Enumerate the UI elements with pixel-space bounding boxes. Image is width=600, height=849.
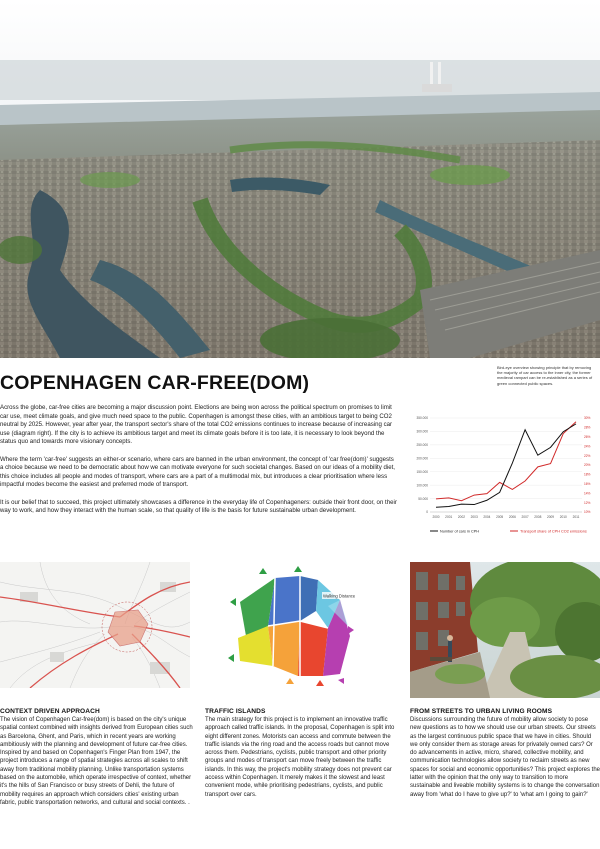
hero-aerial-image — [0, 0, 600, 358]
series-line-cars — [436, 424, 576, 507]
street-photo — [410, 562, 600, 698]
x-tick-label: 2001 — [445, 515, 453, 519]
series-line-emissions — [436, 422, 576, 501]
x-tick-label: 2008 — [534, 515, 542, 519]
traffic-islands-map — [228, 566, 358, 690]
walking-distance-label: Walking Distance — [323, 593, 356, 599]
hero-caption: Bird-eye overview showing principle that by removing the majority of car access to the inner city, the former medieval rampart can be re-established as a series of green connected public spaces. — [497, 365, 593, 386]
y-left-tick-label: 250.000 — [416, 443, 428, 448]
x-tick-label: 2009 — [546, 515, 555, 519]
y-right-tick-label: 30% — [584, 416, 591, 421]
col2-heading: TRAFFIC ISLANDS — [205, 708, 266, 715]
context-map — [0, 562, 190, 688]
y-right-tick-label: 26% — [584, 435, 591, 439]
y-left-tick-label: 300.000 — [416, 429, 428, 434]
y-left-tick-label: 150.000 — [416, 469, 428, 474]
col1-heading: CONTEXT DRIVEN APPROACH — [0, 708, 100, 715]
x-tick-label: 2003 — [470, 515, 478, 519]
y-right-tick-label: 28% — [584, 425, 591, 430]
col3-text: Discussions surrounding the future of mobility allow society to pose new questions as to how we should use our urban streets. Our streets as the largest continuous public space that we have in cities. Should we only consider them as storage areas for privately owned cars? Or do advancements in active, micro, shared, collective mobility, and communication technologies allow society to reclaim streets as new spaces for social and economic opportunities? This project explores the latter with the opinion that the only way to transition to more sustainable and liveable mobility systems is to change the conversation away from 'what do I have to give up?' to 'what am I going to gain?' — [410, 717, 600, 798]
y-left-tick-label: 100.000 — [416, 483, 428, 488]
x-tick-label: 2005 — [496, 515, 504, 519]
intro-paragraph: Where the term 'car-free' suggests an either-or scenario, where cars are banned in the urban environment, the concept of 'car free(dom)' suggests a choice because we need to be democratic about how we can motivate everyone for such societal changes. Based on our ideas of a mobility diet, this choice includes all people and modes of transport, where cars are a part of a multimodal mix, but introduces a clear prioritisation where less impactful modes become the easiest and preferred mode of transport. — [0, 455, 395, 489]
col3-heading: FROM STREETS TO URBAN LIVING ROOMS — [410, 708, 553, 715]
y-right-tick-label: 24% — [584, 444, 591, 449]
legend-label-emissions: Transport share of CPH CO2 emissions — [520, 529, 587, 534]
x-tick-label: 2011 — [572, 515, 580, 519]
y-right-tick-label: 12% — [584, 500, 591, 505]
col1-text: The vision of Copenhagen Car-free(dom) is based on the city's unique spatial context combined with insights derived from European cities such as Barcelona, Ghent, and Paris, which in recent years are working ambitiously with the planning and development of future car-free cities. Inspired by and based on Copenhagen's Finger Plan from 1947, the project introduces a range of spatial strategies across all scales to shift away from traditional mobility planning. Unlike transportation systems based on the automobile, which operate irrespective of context, whether it's the hills of San Francisco or busy streets of Dehli, the future of mobility requires an approach which considers cities' existing urban fabric, public transportation networks, and cultural and social contexts. . — [0, 717, 193, 806]
y-right-tick-label: 10% — [584, 510, 591, 515]
x-tick-label: 2004 — [483, 515, 491, 519]
y-left-tick-label: 350.000 — [416, 416, 428, 421]
y-right-tick-label: 22% — [584, 453, 591, 458]
y-right-tick-label: 18% — [584, 472, 591, 477]
intro-paragraph: Across the globe, car-free cities are becoming a major discussion point. Elections are being won across the political spectrum on promises to limit car use, meet climate goals, and give much need space to the public. Copenhagen is amongst these cities, with an ambitious target to being CO2 neutral by 2025. However, year after year, the transport sector's share of the total CO2 emissions continues to increase because of increasing car use (diagram right). If the city is to achieve its ambitious target and meet its climate goals before it is too late, it is necessary to look beyond the status quo and towards more visionary concepts. — [0, 404, 393, 446]
legend-label-cars: Number of cars in CPH — [440, 529, 480, 534]
cars-emissions-chart — [412, 414, 600, 538]
intro-text — [0, 404, 398, 524]
x-tick-label: 2006 — [508, 515, 516, 519]
x-tick-label: 2007 — [521, 515, 529, 519]
y-right-tick-label: 14% — [584, 491, 591, 496]
y-left-tick-label: 200.000 — [416, 456, 428, 461]
y-left-tick-label: 50.000 — [418, 496, 428, 501]
x-tick-label: 2000 — [432, 515, 440, 519]
page-title: COPENHAGEN CAR-FREE(DOM) — [0, 372, 310, 394]
x-tick-label: 2002 — [457, 515, 466, 519]
y-right-tick-label: 20% — [584, 463, 591, 468]
y-right-tick-label: 16% — [584, 482, 591, 486]
intro-paragraph: It is our belief that to succeed, this project ultimately showcases a difference in the everyday life of Copenhageners: outside their front door, on their way to work, and how they interact with the human scale, so that quality of life is the basis for future sustainable urban development. — [0, 498, 397, 515]
col2-text: The main strategy for this project is to implement an innovative traffic approach called traffic islands. In the proposal, Copenhagen is split into eight different zones. Motorists can access and commute between the traffic islands via the ring road and the access roads but cannot move across them. Pedestrians, cyclists, public transport and other priority groups and modes of transport can move freely between the traffic islands. In this way, the project's mobility strategy does not prevent car access within Copenhagen. It merely makes it the slowest and least convenient mode, while prioritising pedestrians, cyclists, and public transport over cars. — [205, 717, 395, 798]
y-left-tick-label: 0 — [426, 510, 428, 515]
x-tick-label: 2010 — [559, 515, 567, 519]
